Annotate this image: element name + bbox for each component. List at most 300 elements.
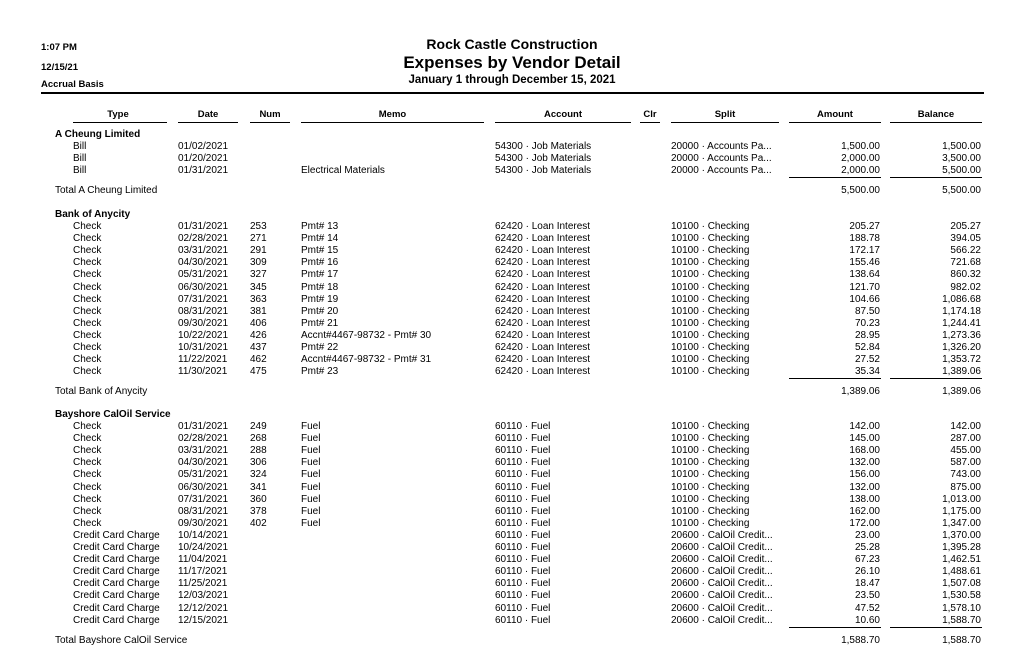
row-account: 62420 · Loan Interest — [495, 305, 591, 317]
row-date: 10/24/2021 — [178, 542, 229, 553]
row-balance: 982.02 — [950, 281, 981, 293]
row-balance: 860.32 — [950, 269, 981, 281]
row-split: 10100 · Checking — [671, 281, 750, 293]
row-account: 62420 · Loan Interest — [495, 245, 591, 257]
row-amount: 70.23 — [854, 317, 880, 329]
row-date: 01/02/2021 — [178, 141, 229, 152]
col-header-split-underline — [671, 122, 779, 123]
table-row[interactable] — [0, 554, 1024, 566]
row-balance: 1,370.00 — [942, 529, 981, 541]
row-split: 20600 · CalOil Credit... — [671, 554, 773, 566]
row-date: 08/31/2021 — [178, 505, 229, 517]
row-account: 60110 · Fuel — [495, 614, 551, 626]
row-account: 60110 · Fuel — [495, 481, 551, 493]
row-account: 60110 · Fuel — [495, 602, 551, 614]
row-account: 54300 · Job Materials — [495, 141, 592, 152]
row-split: 20000 · Accounts Pa... — [671, 153, 772, 165]
row-balance: 205.27 — [950, 221, 981, 232]
row-type: Check — [73, 305, 102, 317]
row-split: 20600 · CalOil Credit... — [671, 529, 773, 541]
row-amount: 156.00 — [849, 469, 880, 481]
amount-subtotal-rule — [789, 177, 881, 178]
row-date: 03/31/2021 — [178, 245, 229, 257]
row-amount: 26.10 — [854, 566, 880, 578]
row-amount: 188.78 — [849, 233, 880, 245]
row-memo: Pmt# 22 — [301, 342, 339, 353]
table-row[interactable] — [0, 469, 1024, 481]
vendor-group-header[interactable]: Bayshore CalOil Service — [55, 409, 171, 420]
row-account: 60110 · Fuel — [495, 445, 551, 457]
row-split: 10100 · Checking — [671, 354, 750, 366]
row-memo: Pmt# 20 — [301, 305, 339, 317]
row-memo: Pmt# 17 — [301, 269, 339, 281]
row-type: Check — [73, 469, 102, 481]
row-memo: Pmt# 23 — [301, 366, 339, 378]
vendor-total-amount: 1,389.06 — [841, 386, 880, 398]
table-row[interactable] — [0, 282, 1024, 294]
row-split: 10100 · Checking — [671, 421, 750, 432]
row-balance: 5,500.00 — [942, 165, 981, 177]
row-split: 20600 · CalOil Credit... — [671, 602, 773, 614]
row-num: 309 — [250, 257, 267, 269]
row-balance: 455.00 — [950, 445, 981, 457]
row-amount: 205.27 — [849, 221, 880, 232]
row-split: 10100 · Checking — [671, 493, 750, 505]
col-header-memo[interactable]: Memo — [378, 109, 407, 120]
row-num: 288 — [250, 445, 267, 457]
row-balance: 394.05 — [950, 233, 981, 245]
row-date: 01/20/2021 — [178, 153, 229, 165]
table-row[interactable] — [0, 578, 1024, 590]
row-type: Check — [73, 281, 102, 293]
row-account: 62420 · Loan Interest — [495, 221, 591, 232]
row-amount: 121.70 — [849, 281, 880, 293]
row-type: Bill — [73, 153, 87, 165]
table-row[interactable] — [0, 457, 1024, 469]
row-account: 60110 · Fuel — [495, 566, 551, 578]
col-header-memo-underline — [301, 122, 484, 123]
row-balance: 1,326.20 — [942, 342, 981, 353]
row-balance: 1,353.72 — [942, 354, 981, 366]
row-type: Credit Card Charge — [73, 578, 160, 590]
row-split: 20600 · CalOil Credit... — [671, 590, 773, 602]
row-type: Credit Card Charge — [73, 614, 160, 626]
row-split: 20000 · Accounts Pa... — [671, 165, 772, 177]
row-type: Credit Card Charge — [73, 554, 160, 566]
row-date: 11/25/2021 — [178, 578, 228, 590]
row-type: Check — [73, 317, 102, 329]
row-split: 10100 · Checking — [671, 457, 750, 469]
row-amount: 162.00 — [849, 505, 880, 517]
row-type: Check — [73, 421, 102, 432]
row-split: 20600 · CalOil Credit... — [671, 542, 773, 553]
row-memo: Fuel — [301, 469, 321, 481]
table-row[interactable] — [0, 269, 1024, 281]
row-balance: 1,578.10 — [942, 602, 981, 614]
amount-subtotal-rule — [789, 378, 881, 379]
row-type: Check — [73, 517, 102, 529]
row-date: 06/30/2021 — [178, 281, 229, 293]
row-memo: Fuel — [301, 421, 321, 432]
table-row[interactable] — [0, 433, 1024, 445]
row-account: 60110 · Fuel — [495, 529, 551, 541]
row-num: 324 — [250, 469, 267, 481]
row-balance: 1,174.18 — [942, 305, 981, 317]
table-row[interactable] — [0, 165, 1024, 177]
row-num: 249 — [250, 421, 267, 432]
row-type: Check — [73, 293, 102, 305]
table-row[interactable] — [0, 542, 1024, 554]
vendor-total-balance: 5,500.00 — [942, 185, 981, 197]
row-num: 271 — [250, 233, 267, 245]
row-date: 04/30/2021 — [178, 457, 229, 469]
amount-subtotal-rule — [789, 627, 881, 628]
vendor-total-balance: 1,389.06 — [942, 386, 981, 398]
table-row[interactable] — [0, 421, 1024, 433]
row-amount: 2,000.00 — [841, 165, 880, 177]
row-num: 363 — [250, 293, 267, 305]
row-amount: 155.46 — [849, 257, 880, 269]
col-header-date-underline — [178, 122, 238, 123]
row-balance: 1,389.06 — [942, 366, 981, 378]
report-title: Expenses by Vendor Detail — [403, 53, 621, 72]
row-date: 08/31/2021 — [178, 305, 229, 317]
row-account: 60110 · Fuel — [495, 457, 551, 469]
row-memo: Accnt#4467-98732 - Pmt# 30 — [301, 329, 432, 341]
row-type: Credit Card Charge — [73, 529, 160, 541]
table-row[interactable] — [0, 494, 1024, 506]
table-row[interactable] — [0, 342, 1024, 354]
row-balance: 1,462.51 — [942, 554, 981, 566]
row-memo: Pmt# 14 — [301, 233, 339, 245]
table-row[interactable] — [0, 566, 1024, 578]
row-memo: Pmt# 21 — [301, 317, 339, 329]
row-type: Credit Card Charge — [73, 590, 160, 602]
vendor-total-balance: 1,588.70 — [942, 634, 981, 646]
row-balance: 566.22 — [950, 245, 981, 257]
col-header-num-underline — [250, 122, 290, 123]
row-num: 327 — [250, 269, 267, 281]
row-num: 291 — [250, 245, 267, 257]
row-date: 11/30/2021 — [178, 366, 228, 378]
header-rule — [41, 92, 984, 94]
row-account: 60110 · Fuel — [495, 578, 551, 590]
col-header-type-underline — [73, 122, 167, 123]
row-account: 60110 · Fuel — [495, 421, 551, 432]
row-amount: 145.00 — [849, 433, 880, 445]
row-num: 406 — [250, 317, 267, 329]
table-row[interactable] — [0, 245, 1024, 257]
col-header-type[interactable]: Type — [107, 109, 129, 120]
row-type: Check — [73, 354, 102, 366]
row-type: Check — [73, 505, 102, 517]
row-date: 05/31/2021 — [178, 269, 229, 281]
row-account: 62420 · Loan Interest — [495, 317, 591, 329]
row-type: Credit Card Charge — [73, 542, 160, 553]
row-date: 05/31/2021 — [178, 469, 229, 481]
row-split: 10100 · Checking — [671, 305, 750, 317]
row-account: 62420 · Loan Interest — [495, 233, 591, 245]
row-num: 360 — [250, 493, 267, 505]
row-split: 10100 · Checking — [671, 233, 750, 245]
row-split: 10100 · Checking — [671, 317, 750, 329]
row-account: 60110 · Fuel — [495, 433, 551, 445]
row-balance: 1,488.61 — [942, 566, 981, 578]
row-memo: Fuel — [301, 433, 321, 445]
row-type: Check — [73, 445, 102, 457]
row-type: Check — [73, 457, 102, 469]
row-account: 60110 · Fuel — [495, 542, 551, 553]
table-row[interactable] — [0, 603, 1024, 615]
row-split: 10100 · Checking — [671, 366, 750, 378]
row-split: 10100 · Checking — [671, 445, 750, 457]
vendor-group-header[interactable]: Bank of Anycity — [55, 209, 131, 220]
row-account: 54300 · Job Materials — [495, 153, 592, 165]
row-amount: 138.00 — [849, 493, 880, 505]
report-basis: Accrual Basis — [41, 79, 104, 90]
row-memo: Fuel — [301, 505, 321, 517]
row-date: 03/31/2021 — [178, 445, 229, 457]
table-row[interactable] — [0, 294, 1024, 306]
row-date: 02/28/2021 — [178, 233, 229, 245]
row-memo: Electrical Materials — [301, 165, 385, 177]
row-type: Check — [73, 233, 102, 245]
table-row[interactable] — [0, 615, 1024, 627]
col-header-clr-underline — [640, 122, 660, 123]
row-amount: 142.00 — [849, 421, 880, 432]
col-header-account-underline — [495, 122, 631, 123]
table-row[interactable] — [0, 445, 1024, 457]
table-row[interactable] — [0, 354, 1024, 366]
col-header-date[interactable]: Date — [197, 109, 219, 120]
row-num: 402 — [250, 517, 267, 529]
row-date: 09/30/2021 — [178, 517, 229, 529]
row-num: 341 — [250, 481, 267, 493]
row-num: 268 — [250, 433, 267, 445]
row-memo: Fuel — [301, 493, 321, 505]
table-row[interactable] — [0, 366, 1024, 378]
col-header-account[interactable]: Account — [544, 109, 582, 120]
row-balance: 1,273.36 — [942, 329, 981, 341]
row-balance: 1,507.08 — [942, 578, 981, 590]
row-account: 60110 · Fuel — [495, 590, 551, 602]
row-amount: 172.17 — [849, 245, 880, 257]
row-amount: 132.00 — [849, 481, 880, 493]
row-amount: 25.28 — [854, 542, 880, 553]
row-account: 60110 · Fuel — [495, 469, 551, 481]
row-date: 02/28/2021 — [178, 433, 229, 445]
balance-subtotal-rule — [890, 627, 982, 628]
col-header-split[interactable]: Split — [714, 109, 736, 120]
row-amount: 132.00 — [849, 457, 880, 469]
table-row[interactable] — [0, 518, 1024, 530]
row-amount: 28.95 — [854, 329, 880, 341]
row-type: Check — [73, 342, 102, 353]
row-amount: 172.00 — [849, 517, 880, 529]
row-date: 09/30/2021 — [178, 317, 229, 329]
col-header-balance[interactable]: Balance — [917, 109, 955, 120]
row-memo: Fuel — [301, 481, 321, 493]
row-balance: 875.00 — [950, 481, 981, 493]
row-num: 437 — [250, 342, 267, 353]
row-split: 20600 · CalOil Credit... — [671, 566, 773, 578]
row-split: 20600 · CalOil Credit... — [671, 614, 773, 626]
row-type: Check — [73, 269, 102, 281]
table-row[interactable] — [0, 233, 1024, 245]
row-account: 60110 · Fuel — [495, 517, 551, 529]
row-account: 62420 · Loan Interest — [495, 281, 591, 293]
row-type: Check — [73, 481, 102, 493]
row-date: 01/31/2021 — [178, 165, 229, 177]
row-type: Check — [73, 329, 102, 341]
row-balance: 1,500.00 — [942, 141, 981, 152]
row-type: Bill — [73, 141, 87, 152]
row-date: 10/31/2021 — [178, 342, 229, 353]
row-account: 62420 · Loan Interest — [495, 354, 591, 366]
row-account: 60110 · Fuel — [495, 505, 551, 517]
row-type: Check — [73, 257, 102, 269]
row-memo: Pmt# 19 — [301, 293, 339, 305]
row-memo: Fuel — [301, 517, 321, 529]
table-row[interactable] — [0, 482, 1024, 494]
table-row[interactable] — [0, 306, 1024, 318]
row-date: 01/31/2021 — [178, 221, 229, 232]
vendor-total-row[interactable] — [0, 185, 1024, 197]
row-balance: 721.68 — [950, 257, 981, 269]
row-memo: Accnt#4467-98732 - Pmt# 31 — [301, 354, 432, 366]
row-type: Credit Card Charge — [73, 602, 160, 614]
table-row[interactable] — [0, 590, 1024, 602]
row-type: Check — [73, 245, 102, 257]
row-type: Check — [73, 221, 102, 232]
balance-subtotal-rule — [890, 177, 982, 178]
row-date: 06/30/2021 — [178, 481, 229, 493]
row-date: 10/22/2021 — [178, 329, 229, 341]
report-period: January 1 through December 15, 2021 — [408, 74, 616, 86]
row-balance: 1,013.00 — [942, 493, 981, 505]
col-header-amount[interactable]: Amount — [817, 109, 853, 120]
row-amount: 27.52 — [854, 354, 880, 366]
row-split: 10100 · Checking — [671, 469, 750, 481]
table-row[interactable] — [0, 530, 1024, 542]
col-header-balance-underline — [890, 122, 982, 123]
row-memo: Fuel — [301, 445, 321, 457]
row-balance: 1,395.28 — [942, 542, 981, 553]
row-split: 10100 · Checking — [671, 293, 750, 305]
row-type: Check — [73, 493, 102, 505]
row-balance: 1,175.00 — [942, 505, 981, 517]
col-header-amount-underline — [789, 122, 881, 123]
row-amount: 35.34 — [854, 366, 880, 378]
col-header-num[interactable]: Num — [259, 109, 281, 120]
row-split: 10100 · Checking — [671, 257, 750, 269]
report-date: 12/15/21 — [41, 62, 78, 73]
row-split: 10100 · Checking — [671, 269, 750, 281]
row-balance: 3,500.00 — [942, 153, 981, 165]
row-balance: 1,086.68 — [942, 293, 981, 305]
table-row[interactable] — [0, 506, 1024, 518]
row-date: 04/30/2021 — [178, 257, 229, 269]
table-row[interactable] — [0, 141, 1024, 153]
row-num: 378 — [250, 505, 267, 517]
row-split: 10100 · Checking — [671, 505, 750, 517]
balance-subtotal-rule — [890, 378, 982, 379]
row-account: 60110 · Fuel — [495, 554, 551, 566]
row-num: 381 — [250, 305, 267, 317]
table-row[interactable] — [0, 257, 1024, 269]
vendor-total-row[interactable] — [0, 386, 1024, 398]
vendor-total-label: Total A Cheung Limited — [55, 185, 158, 197]
row-amount: 2,000.00 — [841, 153, 880, 165]
vendor-group-header[interactable]: A Cheung Limited — [55, 129, 141, 140]
table-row[interactable] — [0, 330, 1024, 342]
vendor-total-amount: 5,500.00 — [841, 185, 880, 197]
row-balance: 287.00 — [950, 433, 981, 445]
row-memo: Pmt# 13 — [301, 221, 339, 232]
row-type: Check — [73, 433, 102, 445]
row-date: 07/31/2021 — [178, 293, 229, 305]
row-date: 12/15/2021 — [178, 614, 229, 626]
row-amount: 10.60 — [854, 614, 880, 626]
row-memo: Pmt# 15 — [301, 245, 339, 257]
row-num: 253 — [250, 221, 267, 232]
vendor-total-row[interactable] — [0, 635, 1024, 647]
row-balance: 587.00 — [950, 457, 981, 469]
row-type: Credit Card Charge — [73, 566, 160, 578]
row-account: 62420 · Loan Interest — [495, 329, 591, 341]
col-header-clr[interactable]: Clr — [643, 109, 657, 120]
company-name: Rock Castle Construction — [426, 36, 598, 52]
row-split: 10100 · Checking — [671, 329, 750, 341]
table-row[interactable] — [0, 153, 1024, 165]
row-account: 62420 · Loan Interest — [495, 269, 591, 281]
row-amount: 47.52 — [854, 602, 880, 614]
row-type: Check — [73, 366, 102, 378]
table-row[interactable] — [0, 221, 1024, 233]
row-amount: 67.23 — [854, 554, 880, 566]
row-amount: 23.50 — [854, 590, 880, 602]
row-account: 54300 · Job Materials — [495, 165, 592, 177]
row-balance: 142.00 — [950, 421, 981, 432]
row-num: 345 — [250, 281, 267, 293]
table-row[interactable] — [0, 318, 1024, 330]
row-split: 10100 · Checking — [671, 433, 750, 445]
row-date: 07/31/2021 — [178, 493, 229, 505]
row-account: 62420 · Loan Interest — [495, 257, 591, 269]
row-num: 462 — [250, 354, 267, 366]
row-memo: Pmt# 18 — [301, 281, 339, 293]
row-num: 475 — [250, 366, 267, 378]
row-date: 11/04/2021 — [178, 554, 228, 566]
row-amount: 1,500.00 — [841, 141, 880, 152]
row-date: 12/12/2021 — [178, 602, 229, 614]
row-balance: 1,244.41 — [942, 317, 981, 329]
row-split: 20000 · Accounts Pa... — [671, 141, 772, 152]
row-balance: 743.00 — [950, 469, 981, 481]
row-balance: 1,588.70 — [942, 614, 981, 626]
row-account: 60110 · Fuel — [495, 493, 551, 505]
row-amount: 138.64 — [849, 269, 880, 281]
report-time: 1:07 PM — [41, 42, 77, 53]
row-num: 306 — [250, 457, 267, 469]
row-date: 11/17/2021 — [178, 566, 228, 578]
row-split: 10100 · Checking — [671, 517, 750, 529]
row-amount: 52.84 — [854, 342, 880, 353]
row-account: 62420 · Loan Interest — [495, 342, 591, 353]
row-split: 10100 · Checking — [671, 221, 750, 232]
row-date: 12/03/2021 — [178, 590, 229, 602]
row-account: 62420 · Loan Interest — [495, 293, 591, 305]
